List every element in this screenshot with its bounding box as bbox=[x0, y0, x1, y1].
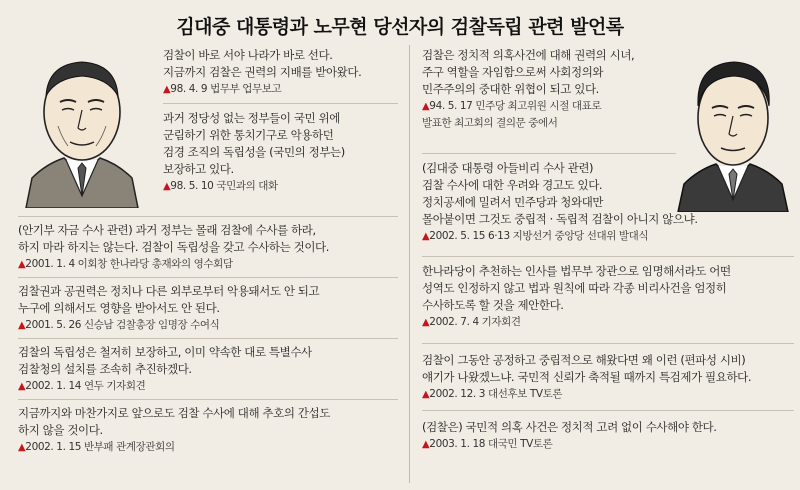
triangle-icon: ▲ bbox=[18, 381, 26, 392]
quote-line: 민주주의의 중대한 위협이 되고 있다. bbox=[422, 82, 599, 96]
triangle-icon: ▲ bbox=[422, 317, 430, 328]
quote-line: 보장하고 있다. bbox=[163, 162, 234, 176]
quote-line: 검찰청의 설치를 조속히 추진하겠다. bbox=[18, 362, 192, 376]
triangle-icon: ▲ bbox=[163, 181, 171, 192]
quote-entry bbox=[18, 278, 398, 338]
quote-line: 성역도 인정하지 않고 법과 원칙에 따라 각종 비리사건을 엄정히 bbox=[422, 281, 727, 295]
quote-line: 검찰이 바로 서야 나라가 바로 선다. bbox=[163, 48, 333, 62]
quote-entry bbox=[422, 344, 794, 410]
triangle-icon: ▲ bbox=[18, 320, 26, 331]
quote-entry bbox=[18, 339, 398, 399]
quote-line: (검찰은) 국민적 의혹 사건은 정치적 고려 없이 수사해야 한다. bbox=[422, 420, 717, 434]
quote-line: 누구에 의해서도 영향을 받아서도 안 된다. bbox=[18, 301, 220, 315]
quote-source: ▲2001. 5. 26 신승남 검찰총장 임명장 수여식 bbox=[18, 319, 220, 331]
triangle-icon: ▲ bbox=[422, 101, 430, 112]
quote-source: ▲2002. 5. 15 6·13 지방선거 중앙당 선대위 발대식 bbox=[422, 230, 649, 242]
quote-entry bbox=[422, 257, 794, 343]
quote-source: ▲2002. 1. 15 반부패 관계장관회의 bbox=[18, 441, 175, 453]
quote-source: ▲94. 5. 17 민주당 최고위원 시절 대표로 bbox=[422, 100, 602, 112]
quote-line: 검찰이 그동안 공정하고 중립적으로 해왔다면 왜 이런 (편파성 시비) bbox=[422, 353, 746, 367]
quote-line: 군림하기 위한 통치기구로 악용하던 bbox=[163, 128, 334, 142]
quote-line: 검경 조직의 독립성을 (국민의 정부는) bbox=[163, 145, 345, 159]
quote-source: ▲2002. 7. 4 기자회견 bbox=[422, 316, 521, 328]
column-kim bbox=[18, 45, 398, 460]
quote-source: ▲98. 4. 9 법무부 업무보고 bbox=[163, 83, 282, 95]
quote-entry bbox=[18, 217, 398, 277]
quote-source: ▲2002. 12. 3 대선후보 TV토론 bbox=[422, 388, 563, 400]
quote-line: 몰아붙이면 그것도 중립적 · 독립적 검찰이 아니지 않으냐. bbox=[422, 212, 698, 226]
triangle-icon: ▲ bbox=[18, 259, 26, 270]
quote-line: 수사하도록 할 것을 제안한다. bbox=[422, 298, 564, 312]
quote-entry bbox=[18, 400, 398, 460]
quote-line: 하지 마라 하지는 않는다. 검찰이 독립성을 갖고 수사하는 것이다. bbox=[18, 240, 329, 254]
quote-line: 주구 역할을 자임함으로써 사회정의와 bbox=[422, 65, 604, 79]
quote-entry bbox=[18, 104, 398, 216]
quote-entry bbox=[422, 411, 794, 461]
quote-line: 검찰권과 공권력은 정치나 다른 외부로부터 악용돼서도 안 되고 bbox=[18, 284, 320, 298]
quote-entry bbox=[422, 154, 794, 256]
quote-line: (김대중 대통령 아들비리 수사 관련) bbox=[422, 161, 594, 175]
quote-source: ▲2003. 1. 18 대국민 TV토론 bbox=[422, 438, 553, 450]
quote-line: 한나라당이 추천하는 인사를 법무부 장관으로 임명해서라도 어떤 bbox=[422, 264, 731, 278]
quote-line: (안기부 자금 수사 관련) 과거 정부는 몰래 검찰에 수사를 하라, bbox=[18, 223, 316, 237]
quote-entry bbox=[18, 45, 398, 103]
triangle-icon: ▲ bbox=[422, 389, 430, 400]
column-roh bbox=[422, 45, 794, 461]
quote-line: 하지 않을 것이다. bbox=[18, 423, 103, 437]
triangle-icon: ▲ bbox=[163, 84, 171, 95]
quote-source: ▲2001. 1. 4 이회창 한나라당 총재와의 영수회담 bbox=[18, 258, 233, 270]
triangle-icon: ▲ bbox=[422, 231, 430, 242]
quote-line: 얘기가 나왔겠느냐. 국민적 신뢰가 축적될 때까지 특검제가 필요하다. bbox=[422, 370, 752, 384]
quote-line: 지금까지 검찰은 권력의 지배를 받아왔다. bbox=[163, 65, 362, 79]
quote-source-cont: 발표한 최고회의 결의문 중에서 bbox=[422, 117, 558, 129]
quote-line: 검찰의 독립성은 철저히 보장하고, 이미 약속한 대로 특별수사 bbox=[18, 345, 312, 359]
quote-line: 검찰 수사에 대한 우려와 경고도 있다. bbox=[422, 178, 603, 192]
quote-line: 정치공세에 밀려서 민주당과 청와대만 bbox=[422, 195, 604, 209]
quote-line: 검찰은 정치적 의혹사건에 대해 권력의 시녀, bbox=[422, 48, 635, 62]
quote-entry bbox=[422, 45, 794, 153]
quote-line: 과거 정당성 없는 정부들이 국민 위에 bbox=[163, 111, 340, 125]
quote-line: 지금까지와 마찬가지로 앞으로도 검찰 수사에 대해 추호의 간섭도 bbox=[18, 406, 330, 420]
quote-source: ▲2002. 1. 14 연두 기자회견 bbox=[18, 380, 146, 392]
quote-source: ▲98. 5. 10 국민과의 대화 bbox=[163, 180, 278, 192]
page-title: 김대중 대통령과 노무현 당선자의 검찰독립 관련 발언록 bbox=[176, 16, 624, 38]
triangle-icon: ▲ bbox=[18, 442, 26, 453]
triangle-icon: ▲ bbox=[422, 439, 430, 450]
column-divider bbox=[409, 45, 410, 483]
